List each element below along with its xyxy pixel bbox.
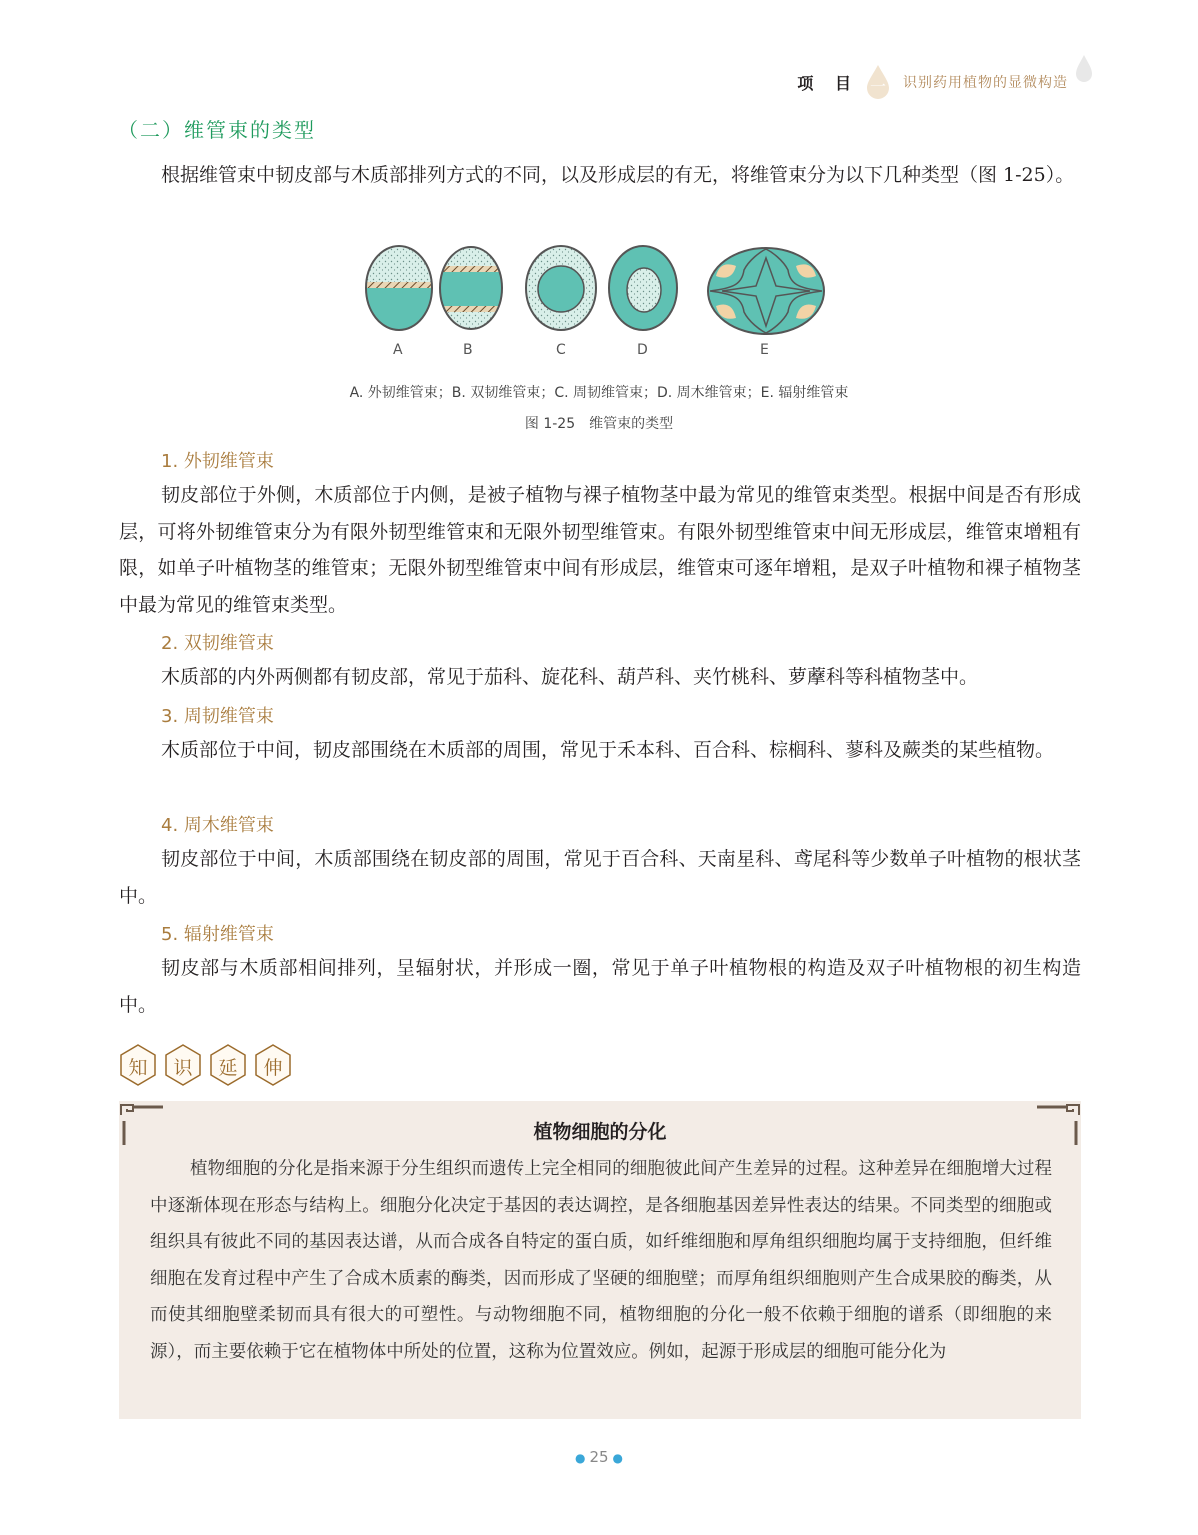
- header-project-label: 项 目: [797, 73, 859, 93]
- figure-legend: A. 外韧维管束；B. 双韧维管束；C. 周韧维管束；D. 周木维管束；E. 辐射维管束: [349, 385, 849, 401]
- bundle-c-amphicribral: [526, 246, 596, 330]
- page-number-value: 25: [589, 1448, 609, 1466]
- type-text-1: 韧皮部位于外侧，木质部位于内侧，是被子植物与裸子植物茎中最为常见的维管束类型。根据中间是否有形成层，可将外韧维管束分为有限外韧型维管束和无限外韧型维管束。有限外韧型维管束中间无形成层，维管束增粗有限，如单子叶植物茎的维管束；无限外韧型维管束中间有形成层，维管束可逐年增粗，是双子叶植物和裸子植物茎中最为常见的维管束类型。: [119, 484, 1081, 616]
- page-number: [0, 1448, 1198, 1466]
- figure-caption: 图 1-25 维管束的类型: [524, 416, 674, 432]
- figure-label-c: C: [556, 342, 566, 358]
- type-text-2: 木质部的内外两侧都有韧皮部，常见于茄科、旋花科、葫芦科、夹竹桃科、萝藦科等科植物茎中。: [161, 666, 979, 688]
- header-project-number: 一: [869, 77, 886, 96]
- figure-label-b: B: [463, 342, 473, 358]
- bundle-b-bicollateral: [430, 247, 520, 329]
- intro-paragraph: 根据维管束中韧皮部与木质部排列方式的不同，以及形成层的有无，将维管束分为以下几种类型（图 1-25）。: [161, 164, 1075, 186]
- type-heading-2: 2. 双韧维管束: [161, 633, 274, 654]
- type-heading-1: 1. 外韧维管束: [161, 451, 274, 472]
- badge-2: [163, 1043, 203, 1087]
- type-text-4: 韧皮部位于中间，木质部围绕在韧皮部的周围，常见于百合科、天南星科、鸢尾科等少数单子叶植物的根状茎中。: [119, 848, 1081, 907]
- badge-4: [253, 1043, 293, 1087]
- knowledge-extension-badges: [118, 1043, 293, 1087]
- section-title: （二）维管束的类型: [118, 118, 316, 142]
- badge-4-char: 伸: [263, 1057, 283, 1079]
- bundle-a-collateral: [360, 236, 440, 330]
- extension-title: 植物细胞的分化: [533, 1121, 667, 1143]
- bundle-d-amphivasal: [609, 246, 677, 330]
- page-dot-right: ●: [612, 1451, 624, 1465]
- extension-text: 植物细胞的分化是指来源于分生组织而遗传上完全相同的细胞彼此间产生差异的过程。这种差异在细胞增大过程中逐渐体现在形态与结构上。细胞分化决定于基因的表达调控，是各细胞基因差异性表达的结果。不同类型的细胞或组织具有彼此不同的基因表达谱，从而合成各自特定的蛋白质，如纤维细胞和厚角组织细胞均属于支持细胞，但纤维细胞在发育过程中产生了合成木质素的酶类，因而形成了坚硬的细胞壁；而厚角组织细胞则产生合成果胶的酶类，从而使其细胞壁柔韧而具有很大的可塑性。与动物细胞不同，植物细胞的分化一般不依赖于细胞的谱系（即细胞的来源），而主要依赖于它在植物体中所处的位置，这称为位置效应。例如，起源于形成层的细胞可能分化为: [150, 1159, 1052, 1362]
- knowledge-extension-box: [119, 1101, 1081, 1419]
- type-heading-3: 3. 周韧维管束: [161, 706, 274, 727]
- header-subtitle: 识别药用植物的显微构造: [903, 75, 1068, 91]
- figure-label-e: E: [760, 342, 769, 358]
- badge-1-char: 知: [128, 1057, 148, 1079]
- type-heading-5: 5. 辐射维管束: [161, 924, 274, 945]
- type-text-5: 韧皮部与木质部相间排列，呈辐射状，并形成一圈，常见于单子叶植物根的构造及双子叶植物根的初生构造中。: [119, 957, 1081, 1016]
- type-heading-4: 4. 周木维管束: [161, 815, 274, 836]
- badge-3: [208, 1043, 248, 1087]
- vascular-bundle-figure: [360, 236, 840, 336]
- running-header: [797, 60, 1068, 104]
- badge-2-char: 识: [173, 1057, 193, 1079]
- page-dot-left: ●: [574, 1451, 586, 1465]
- figure-label-d: D: [637, 342, 648, 358]
- drop-icon: [865, 64, 891, 100]
- badge-3-char: 延: [218, 1057, 238, 1079]
- badge-1: [118, 1043, 158, 1087]
- figure-label-a: A: [393, 342, 403, 358]
- corner-drop-icon: [1074, 54, 1094, 84]
- bundle-e-radial: [708, 248, 824, 334]
- type-text-3: 木质部位于中间，韧皮部围绕在木质部的周围，常见于禾本科、百合科、棕榈科、蓼科及蕨类的某些植物。: [161, 739, 1055, 761]
